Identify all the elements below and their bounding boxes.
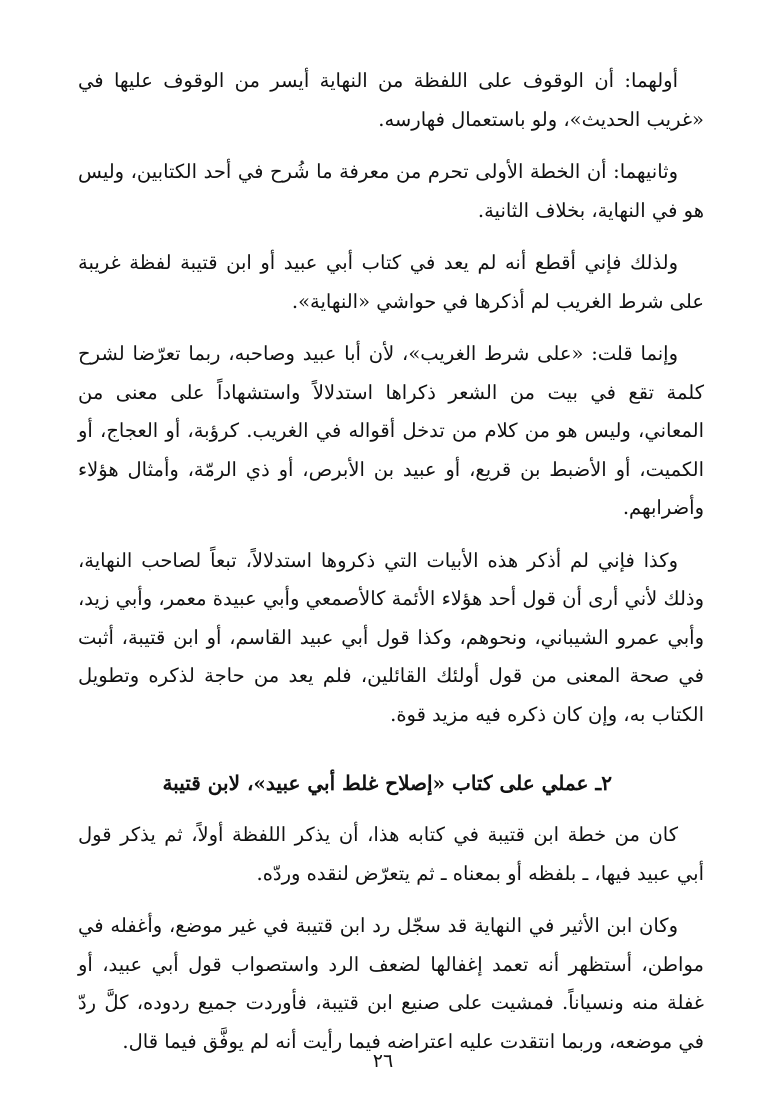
page-body	[78, 62, 704, 1061]
paragraph-gharib-condition: وإنما قلت: «على شرط الغريب»، لأن أبا عبيد وصاحبه، ربما تعرّضا لشرح كلمة تقع في بيت من الشعر ذكراها استدلالاً واستشهاداً على معنى من المعاني، وليس هو من كلام من تدخل أقواله في الغريب. كرؤبة، أو العجاج، أو الكميت، أو الأضبط بن قريع، أو عبيد بن الأبرص، أو ذي الرمّة، وأمثال هؤلاء وأضرابهم.	[78, 342, 704, 519]
section-spacer	[78, 734, 704, 764]
paragraph-ibn-qutayba-plan: كان من خطة ابن قتيبة في كتابه هذا، أن يذكر اللفظة أولاً، ثم يذكر قول أبي عبيد فيها، ـ بلفظه أو بمعناه ـ ثم يتعرّض لنقده وردّه.	[78, 823, 704, 885]
paragraph-spacer	[78, 802, 704, 816]
paragraph-spacer	[78, 893, 704, 907]
paragraph-ibn-athir: وكان ابن الأثير في النهاية قد سجّل رد ابن قتيبة في غير موضع، وأغفله في مواطن، أستظهر أنه تعمد إغفالها لضعف الرد واستصواب قول أبي عبيد، أو غفلة منه ونسياناً. فمشيت على صنيع ابن قتيبة، فأوردت جميع ردوده، كلَّ ردّ في موضعه، وربما انتقدت عليه اعتراضه فيما رأيت أنه لم يوفَّق فيما قال.	[78, 914, 704, 1053]
paragraph-verses: وكذا فإني لم أذكر هذه الأبيات التي ذكروها استدلالاً، تبعاً لصاحب النهاية، وذلك لأني أرى أن قول أحد هؤلاء الأئمة كالأصمعي وأبي عبيدة معمر، وأبي زيد، وأبي عمرو الشيباني، ونحوهم، وكذا قول أبي عبيد القاسم، أو ابن قتيبة، أثبت في صحة المعنى من قول أولئك القائلين، فلم يعد من حاجة لذكره وتطويل الكتاب به، وإن كان ذكره فيه مزيد قوة.	[78, 548, 704, 726]
paragraph-conclusion: ولذلك فإني أقطع أنه لم يعد في كتاب أبي عبيد أو ابن قتيبة لفظة غريبة على شرط الغريب لم أذكرها في حواشي «النهاية».	[78, 251, 704, 313]
page-number: ٢٦	[372, 1050, 394, 1072]
paragraph-spacer	[78, 528, 704, 542]
paragraph-spacer	[78, 230, 704, 244]
paragraph-first-reason: أولهما: أن الوقوف على اللفظة من النهاية أيسر من الوقوف عليها في «غريب الحديث»، ولو باستعمال فهارسه.	[78, 69, 704, 131]
paragraph-spacer	[78, 321, 704, 335]
paragraph-spacer	[78, 139, 704, 153]
section-heading: ٢ـ عملي على كتاب «إصلاح غلط أبي عبيد»، لابن قتيبة	[162, 771, 612, 795]
paragraph-second-reason: وثانيهما: أن الخطة الأولى تحرم من معرفة ما شُرح في أحد الكتابين، وليس هو في النهاية، بخلاف الثانية.	[78, 160, 704, 222]
